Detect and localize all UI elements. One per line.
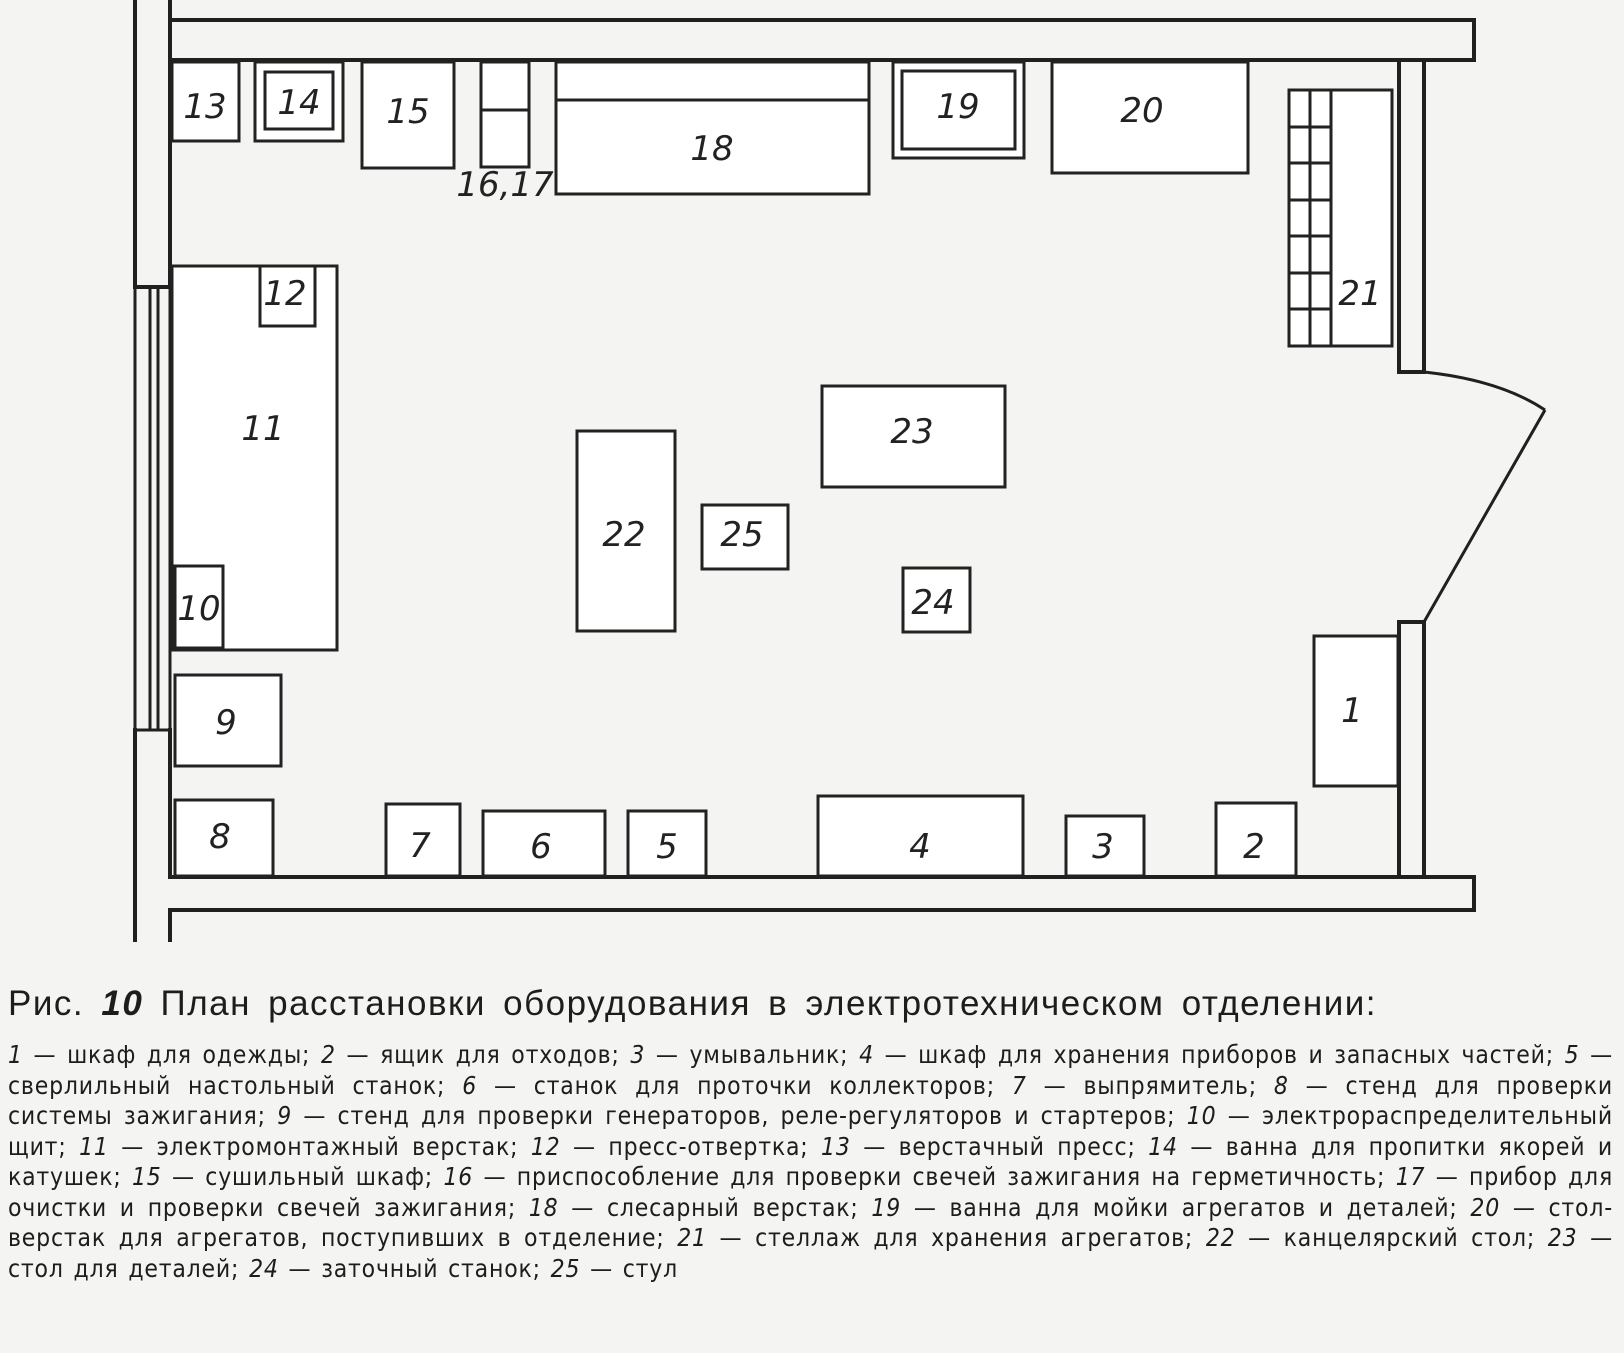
- legend-entry: 7 — выпрямитель;: [1011, 1070, 1257, 1100]
- item-22: [577, 431, 675, 631]
- item-25: [702, 505, 788, 569]
- label-21: 21: [1338, 274, 1382, 314]
- legend-entry-text: электрораспределительный щит;: [8, 1101, 1613, 1161]
- legend-entry-text: стенд для проверки генераторов, реле-регуляторов и стартеров;: [337, 1101, 1176, 1130]
- legend-entry-number: 11: [79, 1131, 109, 1161]
- label-18: 18: [690, 129, 734, 169]
- label-10: 10: [177, 589, 221, 629]
- legend-entry: 18 — слесарный верстак;: [528, 1192, 859, 1222]
- legend-entry-number: 12: [530, 1131, 561, 1161]
- label-25: 25: [720, 515, 764, 555]
- legend-entry-number: 4: [859, 1040, 874, 1069]
- legend-entry-number: 25: [550, 1253, 581, 1283]
- legend-entry-number: 10: [1186, 1101, 1217, 1130]
- label-7: 7: [409, 826, 431, 866]
- item-24: [903, 568, 970, 632]
- legend-entry: 8 — стенд для проверки системы зажигания;: [8, 1070, 1613, 1130]
- legend-entry-number: 22: [1205, 1223, 1236, 1252]
- legend-entry: 3 — умывальник;: [630, 1040, 849, 1069]
- label-9: 9: [215, 703, 237, 743]
- figure-number: 10: [101, 984, 144, 1023]
- legend-entry: 17 — прибор для очистки и проверки свечей зажигания;: [8, 1162, 1614, 1222]
- label-2: 2: [1243, 827, 1265, 867]
- item-19: [893, 62, 1024, 158]
- legend-entry: 11 — электромонтажный верстак;: [79, 1131, 519, 1161]
- legend-entry: 1 — шкаф для одежды;: [8, 1040, 311, 1069]
- legend-entry: 16 — приспособление для проверки свечей зажигания на герметичность;: [443, 1162, 1386, 1191]
- legend-entry-number: 9: [277, 1101, 293, 1130]
- legend-entry: 4 — шкаф для хранения приборов и запасных частей;: [859, 1040, 1554, 1069]
- item-3: [1066, 816, 1144, 876]
- legend-entry-text: стол для деталей;: [8, 1253, 240, 1283]
- legend-entry-number: 7: [1011, 1070, 1027, 1100]
- item-9: [175, 675, 281, 766]
- label-13: 13: [183, 87, 227, 127]
- legend-entry: 15 — сушильный шкаф;: [131, 1162, 434, 1191]
- item-12: [260, 266, 315, 326]
- legend-entry: 21 — стеллаж для хранения агрегатов;: [677, 1223, 1194, 1252]
- legend-entry-number: 20: [1470, 1192, 1501, 1222]
- figure-title: План расстановки оборудования в электротехническом отделении:: [160, 984, 1378, 1023]
- legend-entry: 22 — канцелярский стол;: [1205, 1223, 1536, 1252]
- figure-label: Рис.: [8, 984, 85, 1023]
- item-16-17: [456, 62, 554, 205]
- legend-entry-text: заточный станок;: [321, 1253, 541, 1283]
- legend-entry-number: 5: [1564, 1040, 1580, 1069]
- legend-entry-text: ящик для отходов;: [380, 1040, 620, 1069]
- label-24: 24: [911, 583, 955, 623]
- legend-entry: 2 — ящик для отходов;: [321, 1040, 620, 1069]
- legend-entry-text: прибор для очистки и проверки свечей зажигания;: [8, 1162, 1614, 1222]
- legend-entry-number: 3: [630, 1040, 646, 1069]
- label-1: 1: [1341, 691, 1363, 731]
- legend-entry-text: стул: [622, 1253, 679, 1283]
- legend-entry: 24 — заточный станок;: [249, 1253, 541, 1283]
- legend-entry-number: 18: [528, 1192, 559, 1222]
- legend-entry-number: 2: [321, 1040, 336, 1069]
- item-1: [1314, 636, 1398, 786]
- legend-entry-text: ванна для мойки агрегатов и деталей;: [949, 1192, 1458, 1222]
- label-4: 4: [909, 827, 931, 867]
- item-7: [386, 804, 460, 876]
- label-23: 23: [890, 412, 934, 452]
- label-12: 12: [263, 274, 307, 314]
- figure-legend: [8, 1040, 1613, 1284]
- legend-entry-text: стенд для проверки системы зажигания;: [8, 1070, 1613, 1130]
- legend-entry: 25 — стул: [550, 1253, 679, 1283]
- legend-entry-text: шкаф для одежды;: [67, 1040, 311, 1069]
- legend-entry-text: пресс-отвертка;: [608, 1131, 809, 1161]
- item-6: [483, 811, 605, 876]
- legend-entry-text: верстачный пресс;: [898, 1131, 1136, 1161]
- item-2: [1216, 803, 1296, 876]
- legend-entry-number: 8: [1273, 1070, 1289, 1100]
- label-22: 22: [602, 515, 646, 555]
- legend-entry: 20 — стол-верстак для агрегатов, поступивших в отделение;: [8, 1192, 1613, 1252]
- item-8: [175, 800, 273, 876]
- legend-entry-text: сверлильный настольный станок;: [8, 1070, 446, 1100]
- legend-entry-text: стеллаж для хранения агрегатов;: [755, 1223, 1194, 1252]
- figure-caption: [8, 984, 1608, 1024]
- legend-entry-number: 23: [1547, 1223, 1578, 1252]
- legend-entry-text: стол-верстак для агрегатов, поступивших в отделение;: [8, 1192, 1613, 1252]
- legend-entry-number: 15: [131, 1162, 162, 1191]
- label-3: 3: [1092, 827, 1114, 867]
- legend-entry: 5 — сверлильный настольный станок;: [8, 1040, 1614, 1100]
- legend-entry-number: 19: [871, 1192, 902, 1222]
- label-14: 14: [277, 83, 321, 123]
- legend-entry-number: 24: [249, 1253, 279, 1283]
- legend-entry: 13 — верстачный пресс;: [821, 1131, 1136, 1161]
- label-8: 8: [209, 817, 231, 857]
- legend-entry-number: 13: [821, 1131, 851, 1161]
- label-20: 20: [1120, 91, 1164, 131]
- legend-entry: 23 — стол для деталей;: [8, 1223, 1613, 1283]
- item-20: [1052, 62, 1248, 173]
- label-11: 11: [241, 409, 285, 449]
- item-5: [628, 811, 706, 876]
- legend-entry-text: слесарный верстак;: [606, 1192, 859, 1222]
- legend-entry: 12 — пресс-отвертка;: [530, 1131, 809, 1161]
- legend-entry-text: приспособление для проверки свечей зажигания на герметичность;: [516, 1162, 1386, 1191]
- legend-entry: 19 — ванна для мойки агрегатов и деталей;: [871, 1192, 1458, 1222]
- item-13: [172, 62, 239, 141]
- label-15: 15: [386, 92, 430, 132]
- legend-entry-number: 21: [677, 1223, 707, 1252]
- legend-entry-text: станок для проточки коллекторов;: [533, 1070, 995, 1100]
- legend-entry-number: 14: [1148, 1131, 1178, 1161]
- legend-entry: 6 — станок для проточки коллекторов;: [462, 1070, 995, 1100]
- legend-entry-text: умывальник;: [689, 1040, 849, 1069]
- legend-entry-text: электромонтажный верстак;: [156, 1131, 519, 1161]
- item-10: [175, 566, 223, 648]
- door: [1424, 372, 1545, 622]
- legend-entry: 10 — электрораспределительный щит;: [8, 1101, 1613, 1161]
- item-21: [1289, 90, 1392, 346]
- label-6: 6: [530, 827, 552, 867]
- label-5: 5: [656, 827, 678, 867]
- item-4: [818, 796, 1023, 876]
- legend-entry-number: 1: [8, 1040, 23, 1069]
- item-23: [822, 386, 1005, 487]
- legend-entry-text: ванна для пропитки якорей и катушек;: [8, 1131, 1613, 1191]
- legend-entry-text: выпрямитель;: [1083, 1070, 1257, 1100]
- label-16-17: 16,17: [456, 165, 554, 205]
- legend-entry-text: канцелярский стол;: [1283, 1223, 1536, 1252]
- legend-entry-number: 16: [443, 1162, 474, 1191]
- legend-entry-text: шкаф для хранения приборов и запасных частей;: [918, 1040, 1554, 1069]
- label-19: 19: [936, 87, 980, 127]
- item-14: [255, 62, 343, 141]
- legend-entry-text: сушильный шкаф;: [205, 1162, 434, 1191]
- legend-entry-number: 6: [462, 1070, 478, 1100]
- legend-entry: 14 — ванна для пропитки якорей и катушек;: [8, 1131, 1613, 1191]
- item-18: [556, 62, 869, 194]
- legend-entry-number: 17: [1395, 1162, 1426, 1191]
- item-15: [362, 62, 454, 168]
- legend-entry: 9 — стенд для проверки генераторов, реле-регуляторов и стартеров;: [277, 1101, 1176, 1130]
